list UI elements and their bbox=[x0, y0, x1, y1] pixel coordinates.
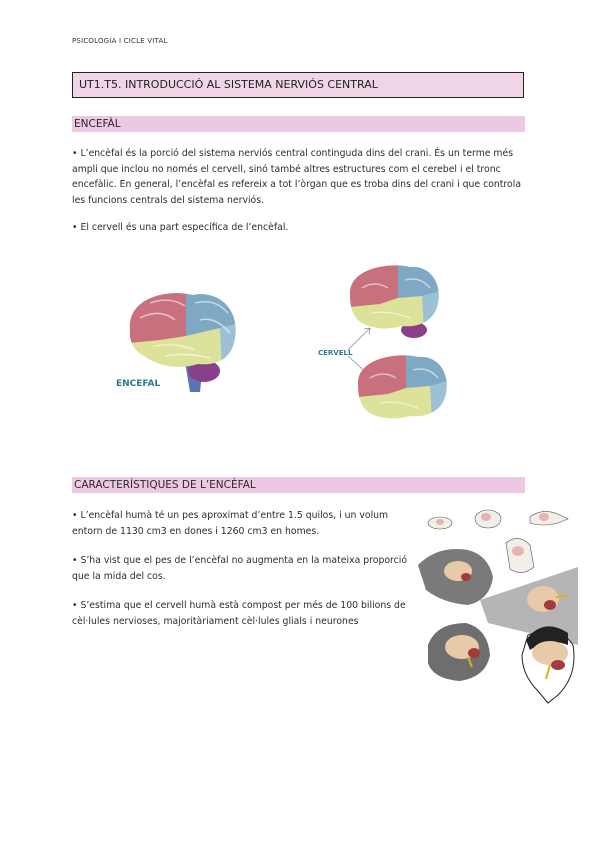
running-header: PSICOLOGIA I CICLE VITAL bbox=[72, 37, 168, 45]
encefal-label: ENCEFAL bbox=[116, 379, 161, 389]
section-heading-caracteristiques: CARACTERÍSTIQUES DE L’ENCÈFAL bbox=[72, 477, 525, 493]
paragraph-encefal-definition: • L’encèfal és la porció del sistema nerviós central continguda dins del crani. És un terme més ampli que inclou no només el cervell, sinó també altres estructures com el cerebel i el tronc encefàlic. En general, l’encèfal es refereix a tot l’òrgan que es troba dins del crani i que controla les funcions centrals del sistema nerviós. bbox=[72, 148, 522, 206]
species-brain-comparison-figure bbox=[418, 505, 578, 710]
paragraph-cervell-part: • El cervell és una part específica de l’encèfal. bbox=[72, 222, 289, 233]
paragraph-proporcio: • S’ha vist que el pes de l’encèfal no augmenta en la mateixa proporció que la mida del cos. bbox=[72, 555, 408, 582]
cerebrum-illustration-bottom bbox=[348, 348, 460, 438]
paragraph-pes-volum: • L’encèfal humà té un pes aproximat d’entre 1.5 quilos, i un volum entorn de 1130 cm3 en dones i 1260 cm3 en homes. bbox=[72, 510, 389, 537]
encephalon-illustration bbox=[100, 258, 300, 438]
cervell-label: CERVELL bbox=[318, 349, 353, 357]
section-heading-encefal: ENCEFÀL bbox=[72, 116, 525, 132]
cerebrum-illustration-top bbox=[340, 258, 460, 348]
paragraph-cellules: • S’estima que el cervell humà està compost per més de 100 bilions de cèl·lules nervioses, majoritàriament cèl·lules glials i neurones bbox=[72, 600, 406, 627]
brain-comparison-figure bbox=[100, 258, 460, 438]
page-title: UT1.T5. INTRODUCCIÓ AL SISTEMA NERVIÓS CENTRAL bbox=[72, 72, 524, 98]
